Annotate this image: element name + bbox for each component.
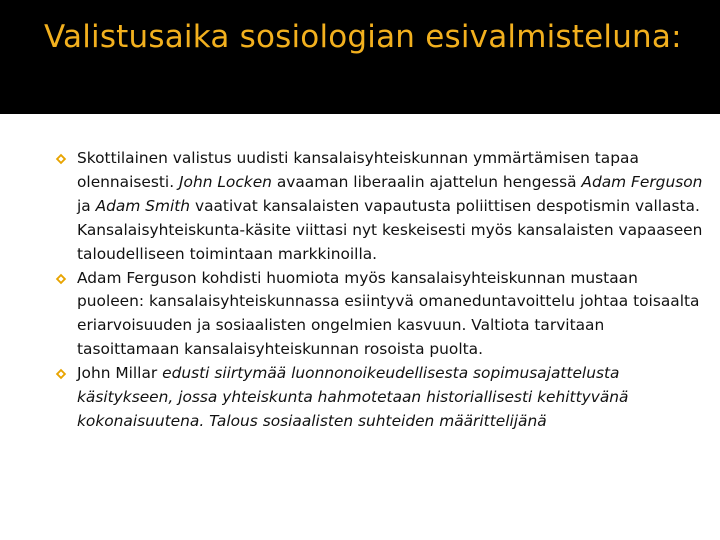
- title-bar: [0, 0, 720, 114]
- slide-title: Valistusaika sosiologian esivalmisteluna:: [44, 19, 682, 55]
- bullet-text-italic: Adam Ferguson: [581, 172, 703, 191]
- bullet-item: [55, 362, 705, 434]
- diamond-outline-bullet-icon: [55, 273, 67, 285]
- bullet-text: Adam Ferguson kohdisti huomiota myös kansalaisyhteiskunnan mustaan puoleen: kansalaisyhteiskunnassa esiintyvä omaneduntavoittelu johtaa toisaalta eriarvoisuuden ja sosiaalisten ongelmien kasvuun. Valtiota tarvitaan tasoittamaan kansalaisyhteiskunnan rosoista puolta.: [77, 268, 700, 359]
- bullet-text: ja: [77, 196, 96, 215]
- diamond-outline-bullet-icon: [55, 153, 67, 165]
- bullet-text-italic: edusti siirtymää luonnonoikeudellisesta sopimusajattelusta käsitykseen, jossa yhteiskunta hahmotetaan historiallisesti kehittyvänä kokonaisuutena. Talous sosiaalisten suhteiden määrittelijänä: [77, 364, 629, 430]
- bullet-text: vaativat kansalaisten vapautusta poliittisen despotismin vallasta. Kansalaisyhteiskunta-käsite viittasi nyt keskeisesti myös kansalaisten vapaaseen taloudelliseen toimintaan markkinoilla.: [77, 196, 703, 263]
- diamond-outline-bullet-icon: [55, 368, 67, 380]
- slide-body: [0, 114, 720, 540]
- bullet-text-italic: John Locken: [178, 172, 272, 191]
- bullet-text: John Millar: [77, 364, 163, 383]
- bullet-text: Skottilainen valistus uudisti kansalaisyhteiskunnan ymmärtämisen tapaa olennaisesti.: [77, 149, 639, 191]
- bullet-item: [55, 147, 705, 267]
- bullet-item: [55, 267, 705, 363]
- bullet-text: avaaman liberaalin ajattelun hengessä: [271, 172, 582, 191]
- bullet-text-italic: Adam Smith: [95, 196, 191, 215]
- bullet-list: [55, 147, 705, 434]
